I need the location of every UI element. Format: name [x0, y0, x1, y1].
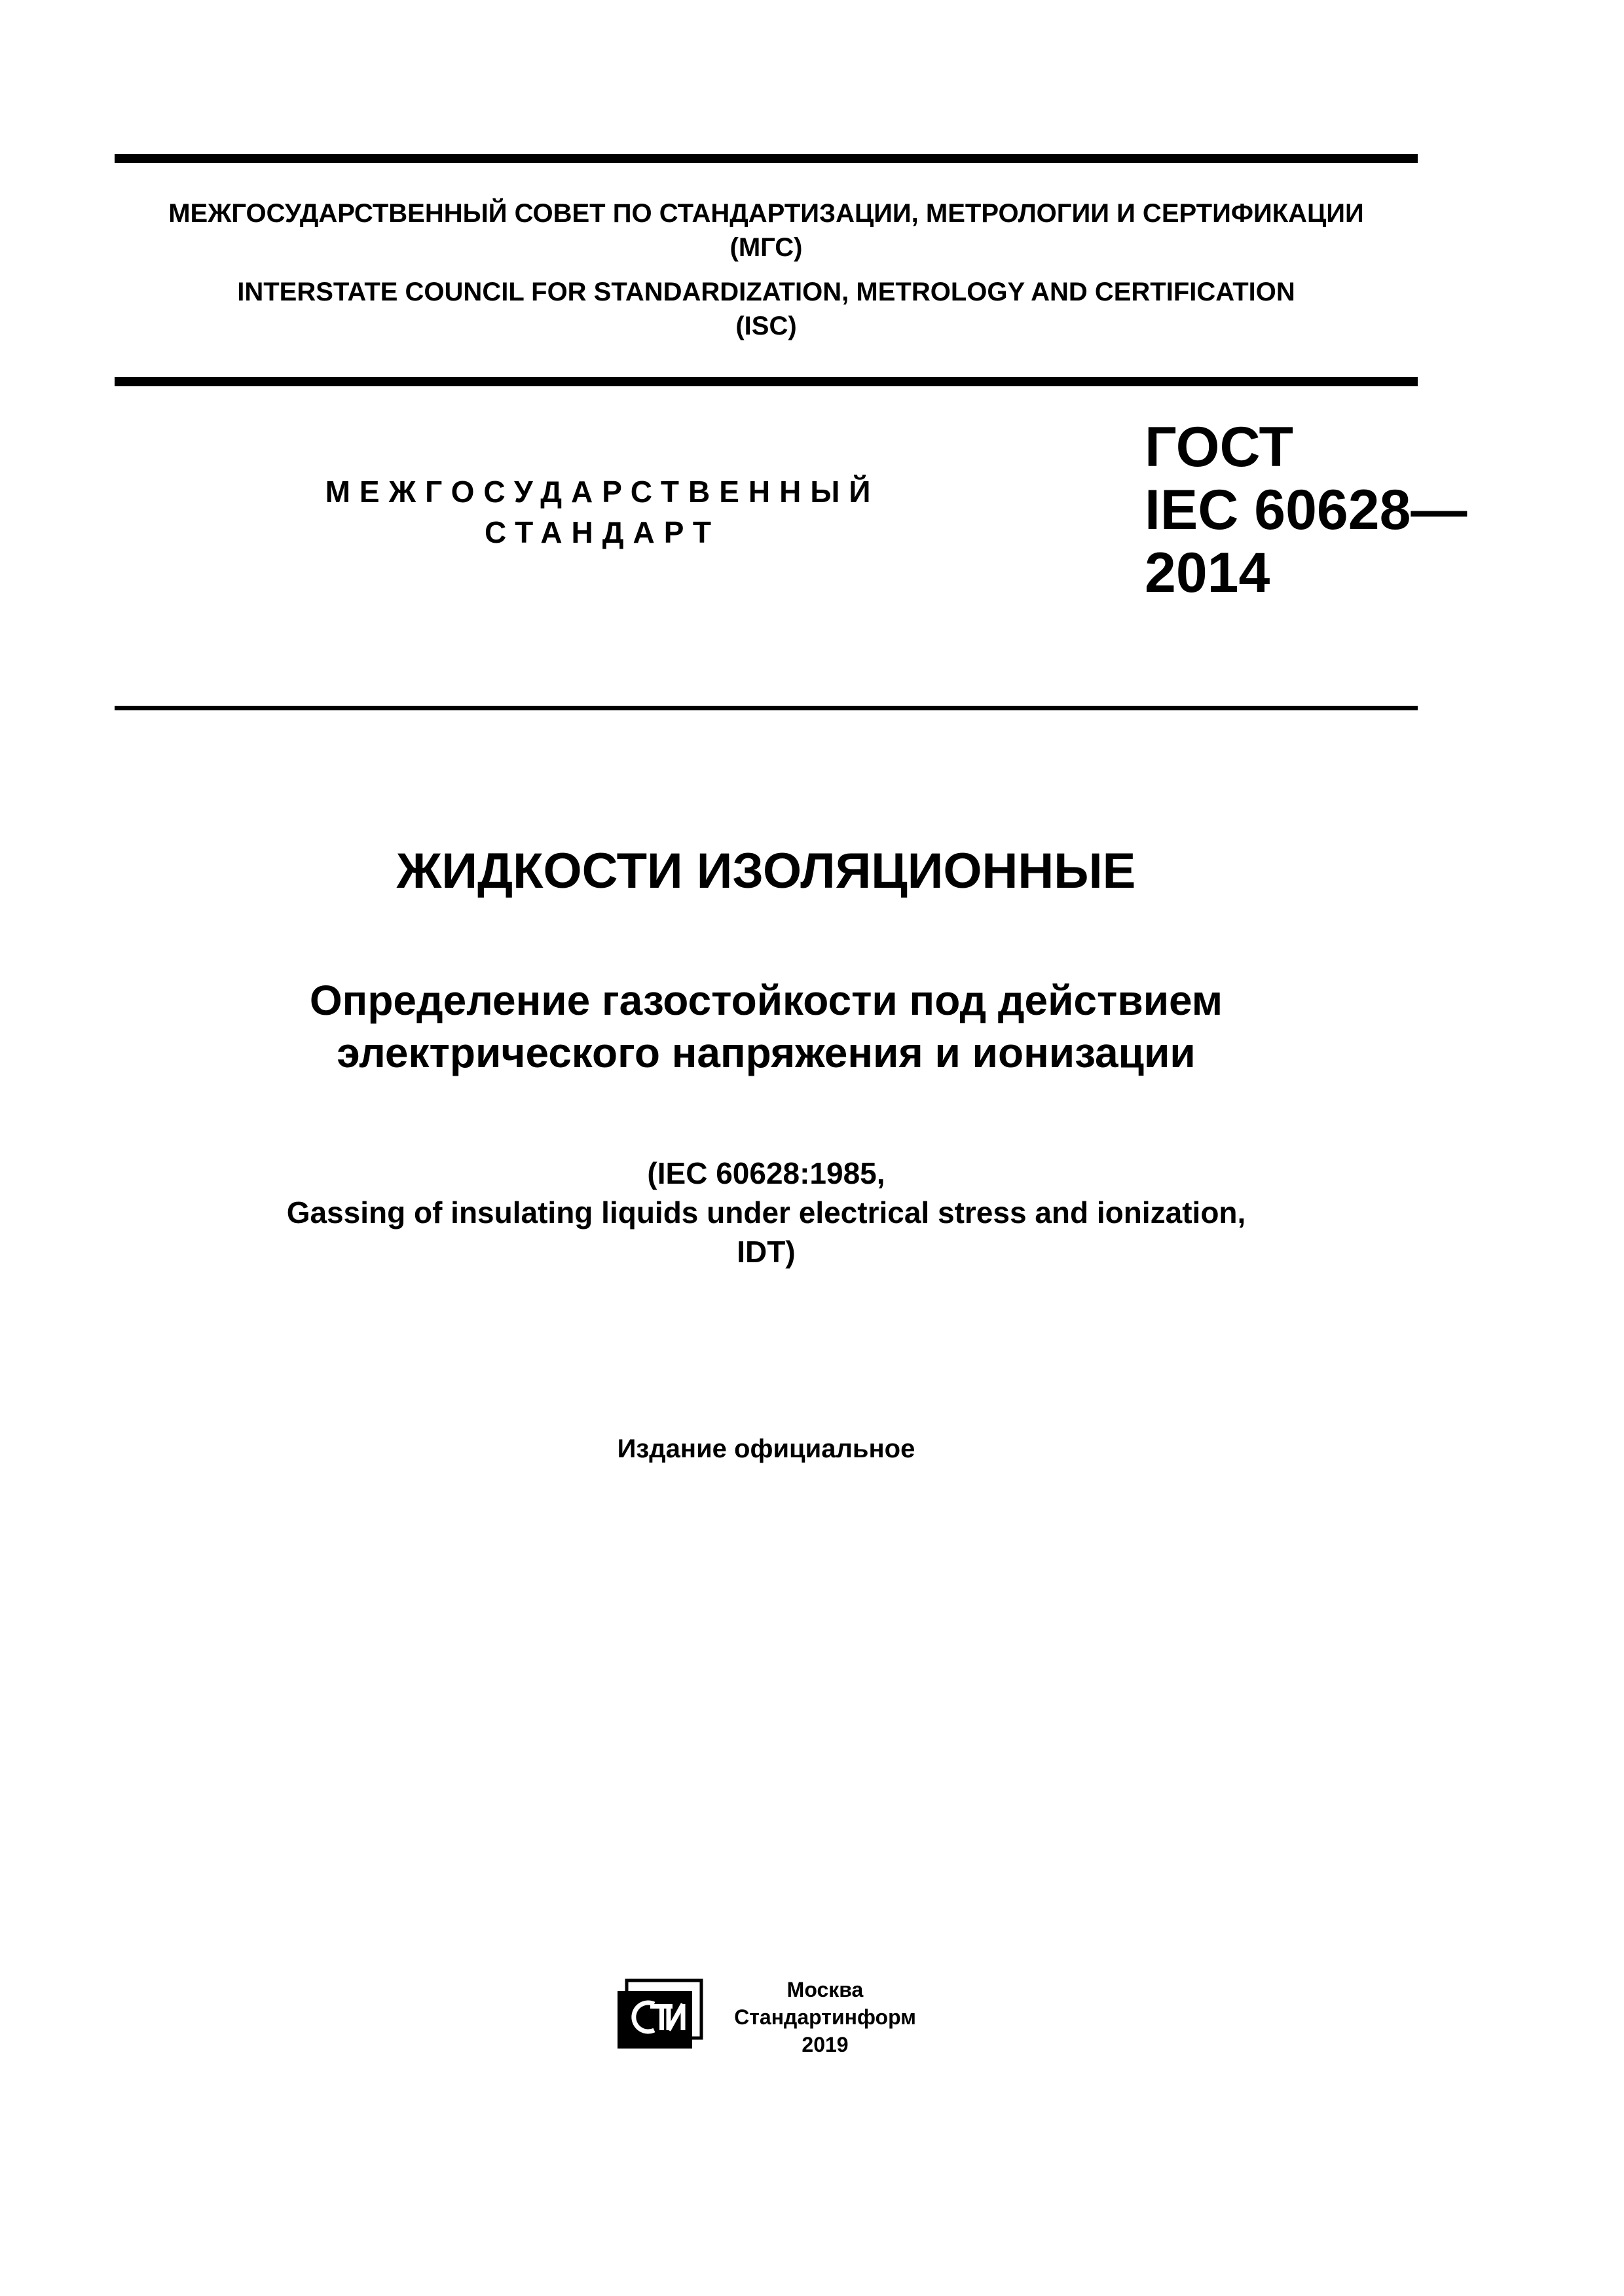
iec-reference	[115, 1154, 1418, 1271]
reference-line3: IDT)	[737, 1235, 796, 1269]
council-ru-abbr: (МГС)	[729, 233, 803, 262]
middle-rule	[115, 377, 1418, 386]
standartinform-logo-icon	[612, 1974, 704, 2052]
publisher-city: Москва	[786, 1978, 864, 2001]
edition-label: Издание официальное	[617, 1434, 915, 1463]
subtitle-line2: электрического напряжения и ионизации	[337, 1029, 1196, 1076]
designation-line2: IEC 60628—	[1145, 479, 1467, 541]
council-en-name: INTERSTATE COUNCIL FOR STANDARDIZATION, METROLOGY AND CERTIFICATION	[237, 278, 1295, 306]
bottom-rule	[115, 706, 1418, 710]
document-title: ЖИДКОСТИ ИЗОЛЯЦИОННЫЕ	[396, 843, 1136, 899]
council-en-abbr: (ISC)	[735, 312, 797, 340]
publisher-year: 2019	[802, 2033, 849, 2056]
reference-line2: Gassing of insulating liquids under electrical stress and ionization,	[286, 1195, 1246, 1230]
standard-designation	[1145, 416, 1467, 604]
top-rule	[115, 154, 1418, 163]
council-ru	[115, 196, 1418, 264]
subtitle-line1: Определение газостойкости под действием	[309, 977, 1223, 1024]
standard-type-line2: СТАНДАРТ	[485, 515, 720, 549]
publisher-name: Стандартинформ	[734, 2005, 916, 2029]
reference-line1: (IEC 60628:1985,	[647, 1156, 885, 1190]
standard-type-line1: МЕЖГОСУДАРСТВЕННЫЙ	[325, 475, 880, 509]
council-ru-name: МЕЖГОСУДАРСТВЕННЫЙ СОВЕТ ПО СТАНДАРТИЗАЦИИ, МЕТРОЛОГИИ И СЕРТИФИКАЦИИ	[168, 199, 1364, 228]
standard-type	[275, 471, 930, 553]
publisher-block	[717, 1976, 933, 2058]
council-en	[115, 275, 1418, 343]
document-subtitle	[115, 974, 1418, 1079]
designation-line1: ГОСТ	[1145, 416, 1294, 479]
designation-line3: 2014	[1145, 541, 1270, 604]
